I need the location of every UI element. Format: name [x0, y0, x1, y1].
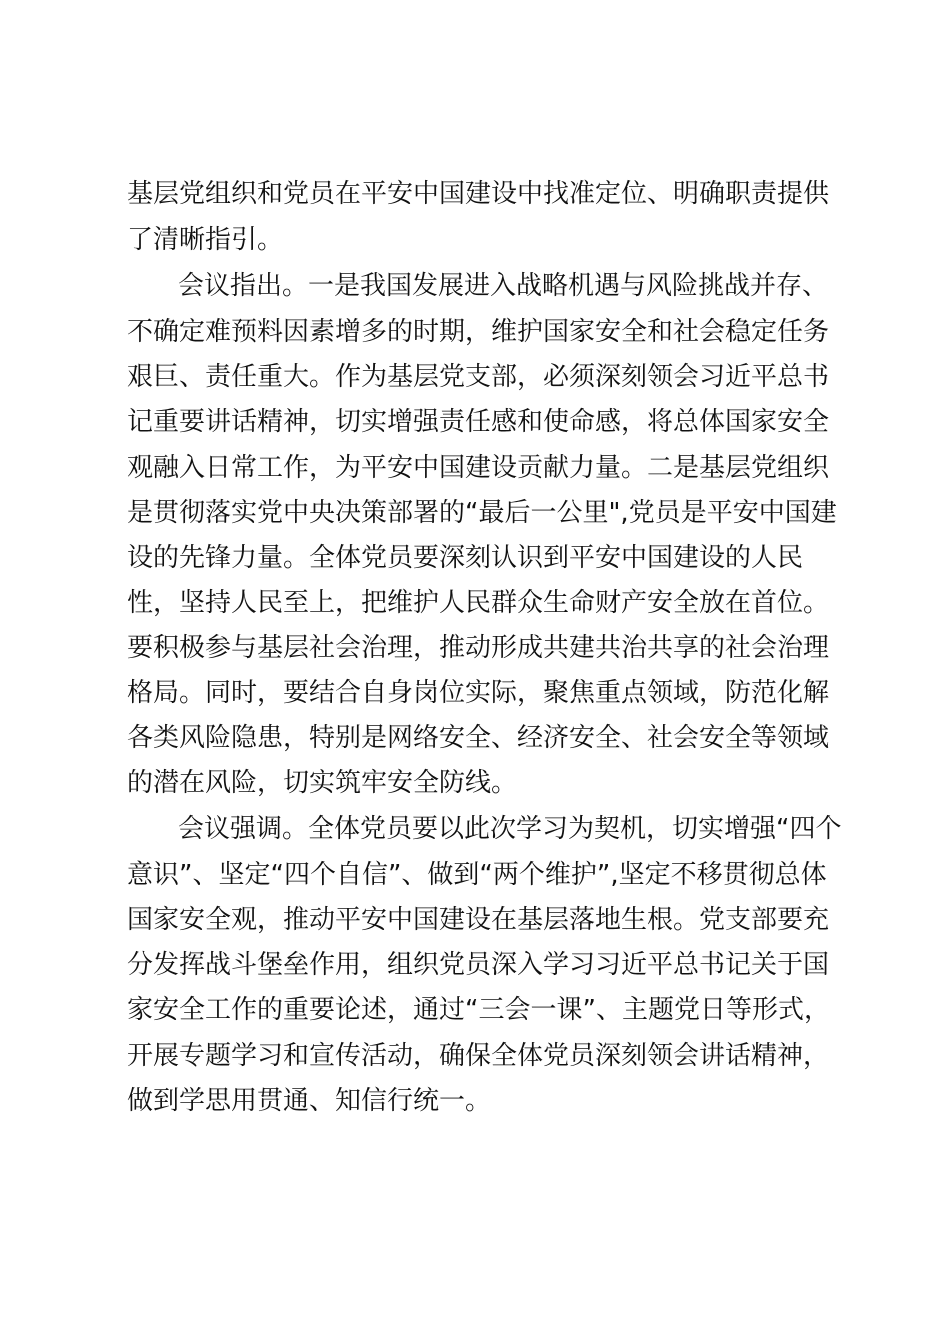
text-line: 各类风险隐患，特别是网络安全、经济安全、社会安全等领域	[127, 723, 830, 753]
text-line: 会议指出。一是我国发展进入战略机遇与风险挑战并存、	[178, 271, 829, 301]
text-line: 意识”、坚定“四个自信”、做到“两个维护”,坚定不移贯彻总体	[127, 860, 827, 890]
text-line: 观融入日常工作，为平安中国建设贡献力量。二是基层党组织	[127, 453, 830, 483]
text-line: 家安全工作的重要论述，通过“三会一课”、主题党日等形式，	[127, 995, 830, 1025]
text-line: 做到学思用贯通、知信行统一。	[127, 1086, 492, 1116]
text-line: 艰巨、责任重大。作为基层党支部，必须深刻领会习近平总书	[127, 362, 830, 392]
text-line: 格局。同时，要结合自身岗位实际，聚焦重点领域，防范化解	[127, 678, 830, 708]
text-line: 会议强调。全体党员要以此次学习为契机，切实增强“四个	[178, 814, 842, 844]
text-line: 分发挥战斗堡垒作用，组织党员深入学习习近平总书记关于国	[127, 950, 830, 980]
text-line: 国家安全观，推动平安中国建设在基层落地生根。党支部要充	[127, 905, 830, 935]
text-line: 了清晰指引。	[127, 225, 284, 255]
text-line: 的潜在风险，切实筑牢安全防线。	[127, 768, 518, 798]
text-line: 开展专题学习和宣传活动，确保全体党员深刻领会讲话精神，	[127, 1041, 830, 1071]
text-line: 性，坚持人民至上，把维护人民群众生命财产安全放在首位。	[127, 588, 830, 618]
text-line: 是贯彻落实党中央决策部署的“最后一公里",党员是平安中国建	[127, 498, 837, 528]
text-line: 要积极参与基层社会治理，推动形成共建共治共享的社会治理	[127, 633, 830, 663]
text-line: 记重要讲话精神，切实增强责任感和使命感，将总体国家安全	[127, 407, 830, 437]
text-line: 设的先锋力量。全体党员要深刻认识到平安中国建设的人民	[127, 543, 804, 573]
text-line: 不确定难预料因素增多的时期，维护国家安全和社会稳定任务	[127, 317, 830, 347]
text-line: 基层党组织和党员在平安中国建设中找准定位、明确职责提供	[127, 179, 830, 209]
